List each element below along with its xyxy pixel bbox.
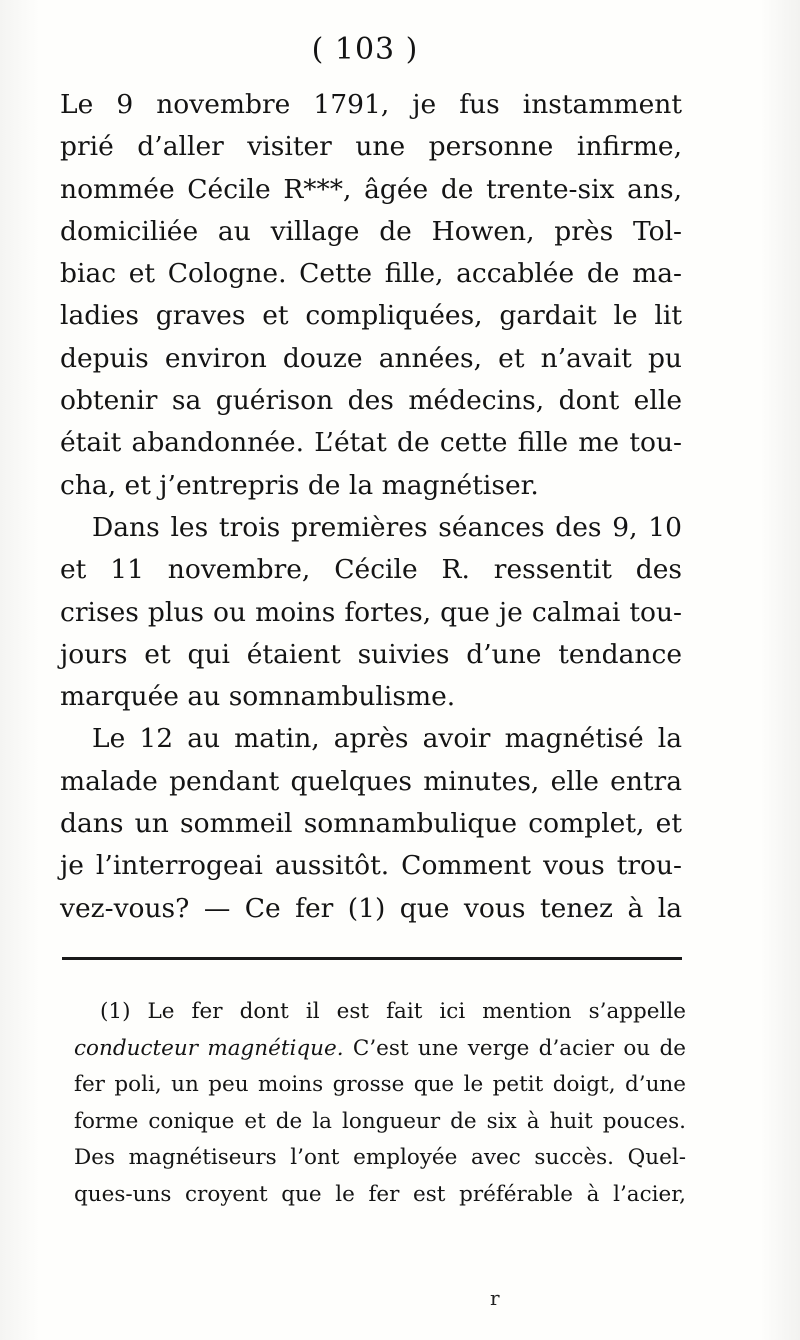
footnote-italic-term: conducteur magnétique. bbox=[74, 1035, 344, 1061]
footnote-line: ques-uns croyent que le fer est préférable à l’acier, bbox=[74, 1181, 686, 1207]
signature-mark: r bbox=[490, 1286, 500, 1310]
footnote-line-rest: C’est une verge d’acier ou de bbox=[343, 1035, 686, 1061]
page-number: ( 103 ) bbox=[311, 32, 419, 67]
text-line: prié d’aller visiter une personne infirme, bbox=[60, 131, 682, 163]
text-line: ladies graves et compliquées, gardait le lit bbox=[60, 300, 682, 332]
text-line: Le 9 novembre 1791, je fus instamment bbox=[60, 89, 682, 120]
text-line: était abandonnée. L’état de cette fille me tou- bbox=[60, 427, 682, 459]
text-line: depuis environ douze années, et n’avait pu bbox=[60, 342, 682, 374]
text-line: domiciliée au village de Howen, près Tol- bbox=[60, 215, 682, 247]
text-line: Dans les trois premières séances des 9, 10 bbox=[92, 511, 682, 543]
text-line: obtenir sa guérison des médecins, dont elle bbox=[60, 385, 682, 417]
text-line: marquée au somnambulisme. bbox=[60, 681, 456, 713]
footnote-line: (1) Le fer dont il est fait ici mention s’appelle bbox=[100, 999, 686, 1024]
footnote-divider bbox=[62, 957, 682, 960]
text-line: nommée Cécile R***, âgée de trente-six ans, bbox=[60, 173, 682, 205]
footnote-line: forme conique et de la longueur de six à huit pouces. bbox=[74, 1108, 686, 1134]
footnote-line bbox=[74, 1031, 686, 1068]
text-line: jours et qui étaient suivies d’une tendance bbox=[60, 638, 682, 670]
text-line: je l’interrogeai aussitôt. Comment vous trou- bbox=[60, 850, 682, 882]
body-text bbox=[60, 84, 682, 930]
text-line: vez-vous? — Ce fer (1) que vous tenez à la bbox=[60, 892, 682, 924]
text-line: cha, et j’entrepris de la magnétiser. bbox=[60, 469, 539, 501]
footnote-line: fer poli, un peu moins grosse que le petit doigt, d’une bbox=[74, 1072, 686, 1097]
text-line: crises plus ou moins fortes, que je calmai tou- bbox=[60, 596, 682, 628]
footnote bbox=[74, 994, 686, 1213]
text-line: malade pendant quelques minutes, elle entra bbox=[60, 765, 682, 797]
text-line: et 11 novembre, Cécile R. ressentit des bbox=[60, 554, 682, 586]
text-line: biac et Cologne. Cette fille, accablée de ma- bbox=[60, 258, 682, 290]
text-line: Le 12 au matin, après avoir magnétisé la bbox=[92, 723, 682, 755]
text-line: dans un sommeil somnambulique complet, et bbox=[60, 808, 682, 840]
footnote-line: Des magnétiseurs l’ont employée avec succès. Quel- bbox=[74, 1145, 686, 1170]
